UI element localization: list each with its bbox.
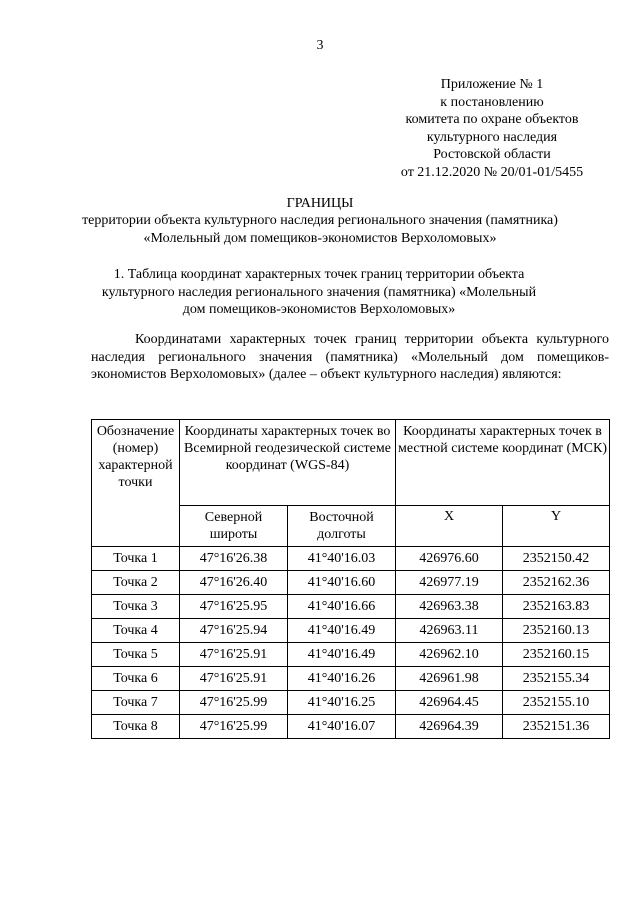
cell-point-name: Точка 4 (92, 619, 180, 643)
cell-longitude: 41°40'16.49 (288, 619, 396, 643)
table-row (92, 595, 610, 619)
cell-x: 426963.11 (396, 619, 503, 643)
appendix-line: Приложение № 1 (440, 77, 544, 92)
cell-x: 426962.10 (396, 643, 503, 667)
cell-latitude: 47°16'25.99 (180, 691, 288, 715)
document-title: ГРАНИЦЫ (286, 196, 354, 211)
cell-longitude: 41°40'16.26 (288, 667, 396, 691)
cell-latitude: 47°16'25.95 (180, 595, 288, 619)
header-latitude: Северной широты (180, 506, 288, 547)
cell-longitude: 41°40'16.66 (288, 595, 396, 619)
cell-latitude: 47°16'25.91 (180, 643, 288, 667)
cell-latitude: 47°16'25.99 (180, 715, 288, 739)
appendix-line: комитета по охране объектов (405, 112, 579, 128)
cell-longitude: 41°40'16.25 (288, 691, 396, 715)
cell-point-name: Точка 3 (92, 595, 180, 619)
cell-longitude: 41°40'16.49 (288, 643, 396, 667)
page-number: 3 (316, 38, 324, 53)
appendix-line: культурного наследия (426, 129, 558, 145)
table-row (92, 643, 610, 667)
cell-y: 2352155.34 (503, 667, 610, 691)
header-designation: Обозначение (номер) характерной точки (92, 420, 180, 547)
header-msk-group: Координаты характерных точек в местной системе координат (МСК) (396, 420, 610, 506)
cell-latitude: 47°16'25.94 (180, 619, 288, 643)
table-row (92, 547, 610, 571)
cell-latitude: 47°16'26.38 (180, 547, 288, 571)
cell-y: 2352162.36 (503, 571, 610, 595)
cell-y: 2352150.42 (503, 547, 610, 571)
table-row (92, 715, 610, 739)
cell-x: 426963.38 (396, 595, 503, 619)
intro-paragraph: Координатами характерных точек границ территории объекта культурного наследия регионального значения (памятника) «Молельный дом помещиков-экономистов Верхоломовых» (далее – объект культурного наследия) являются: (91, 332, 609, 383)
cell-x: 426961.98 (396, 667, 503, 691)
header-longitude: Восточной долготы (288, 506, 396, 547)
section-heading: 1. Таблица координат характерных точек границ территории объекта культурного наследия регионального значения (памятника) «Молельный дом помещиков-экономистов Верхоломовых» (101, 267, 537, 318)
cell-latitude: 47°16'25.91 (180, 667, 288, 691)
table-row (92, 571, 610, 595)
appendix-line: к постановлению (440, 94, 544, 110)
cell-point-name: Точка 6 (92, 667, 180, 691)
document-subtitle (0, 212, 640, 247)
cell-latitude: 47°16'26.40 (180, 571, 288, 595)
appendix-line: Ростовской области (433, 147, 551, 163)
subtitle-line: территории объекта культурного наследия регионального значения (памятника) (82, 213, 558, 228)
header-x: X (396, 506, 503, 547)
coordinates-table (91, 419, 610, 739)
appendix-line: от 21.12.2020 № 20/01-01/5455 (400, 164, 584, 180)
table-body (92, 547, 610, 739)
cell-y: 2352163.83 (503, 595, 610, 619)
cell-longitude: 41°40'16.07 (288, 715, 396, 739)
cell-point-name: Точка 8 (92, 715, 180, 739)
cell-y: 2352160.15 (503, 643, 610, 667)
cell-y: 2352151.36 (503, 715, 610, 739)
cell-point-name: Точка 1 (92, 547, 180, 571)
table-row (92, 667, 610, 691)
table-row (92, 619, 610, 643)
appendix-block (380, 76, 604, 182)
cell-y: 2352155.10 (503, 691, 610, 715)
header-y: Y (503, 506, 610, 547)
cell-x: 426964.45 (396, 691, 503, 715)
cell-point-name: Точка 2 (92, 571, 180, 595)
cell-x: 426977.19 (396, 571, 503, 595)
cell-x: 426976.60 (396, 547, 503, 571)
table-row (92, 691, 610, 715)
cell-point-name: Точка 7 (92, 691, 180, 715)
cell-longitude: 41°40'16.60 (288, 571, 396, 595)
cell-y: 2352160.13 (503, 619, 610, 643)
cell-longitude: 41°40'16.03 (288, 547, 396, 571)
cell-point-name: Точка 5 (92, 643, 180, 667)
header-wgs-group: Координаты характерных точек во Всемирной геодезической системе координат (WGS-84) (180, 420, 396, 506)
cell-x: 426964.39 (396, 715, 503, 739)
subtitle-line: «Молельный дом помещиков-экономистов Верхоломовых» (143, 230, 497, 246)
